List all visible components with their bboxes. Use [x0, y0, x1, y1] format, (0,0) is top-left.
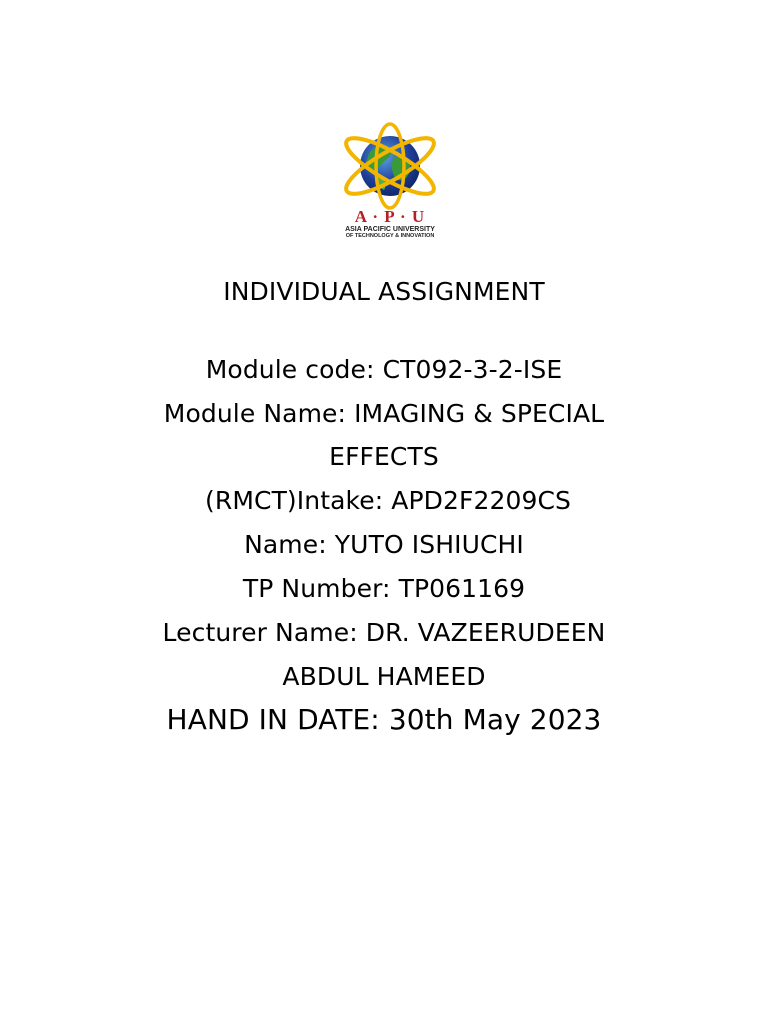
hand-in-date: HAND IN DATE: 30th May 2023 [166, 703, 602, 736]
student-name: Name: YUTO ISHIUCHI [244, 530, 524, 559]
logo-university-name: ASIA PACIFIC UNIVERSITY [345, 226, 435, 233]
assignment-heading: INDIVIDUAL ASSIGNMENT [223, 277, 545, 306]
lecturer-name-continued: ABDUL HAMEED [282, 662, 486, 691]
tp-number: TP Number: TP061169 [242, 574, 526, 603]
logo-letters: A · P · U [354, 207, 426, 226]
intake: (RMCT)Intake: APD2F2209CS [196, 486, 572, 515]
lecturer-name: Lecturer Name: DR. VAZEERUDEEN [162, 618, 606, 647]
module-code: Module code: CT092-3-2-ISE [205, 355, 563, 384]
module-name: Module Name: IMAGING & SPECIAL [163, 399, 605, 428]
module-name-continued: EFFECTS [329, 442, 439, 471]
logo-university-subtitle: OF TECHNOLOGY & INNOVATION [345, 233, 435, 239]
university-logo [332, 122, 448, 240]
